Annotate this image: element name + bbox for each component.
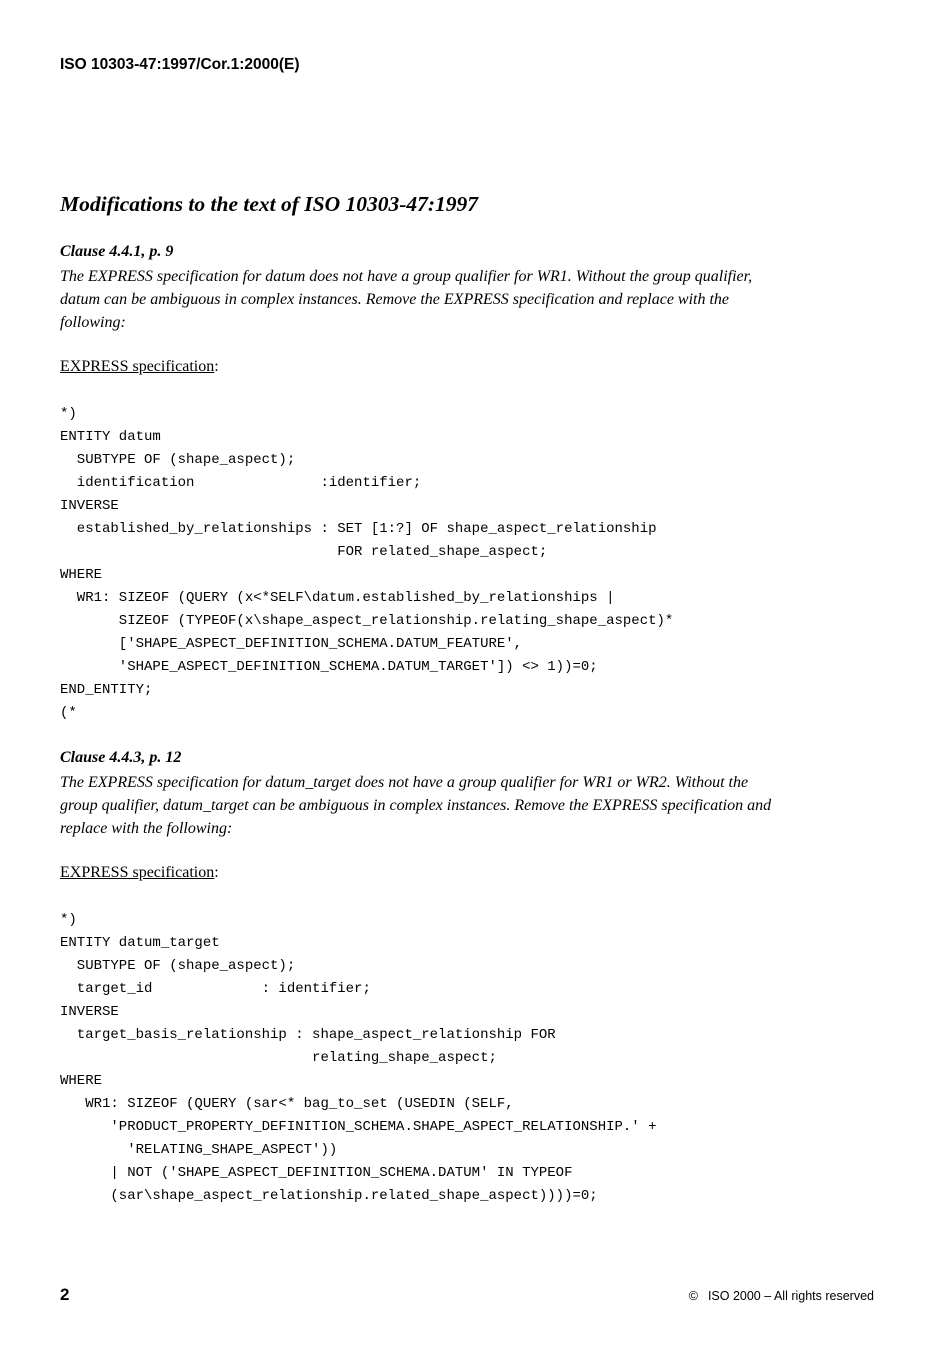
- copyright-icon: ©: [688, 1289, 698, 1303]
- page-title: Modifications to the text of ISO 10303-47:1997: [60, 192, 479, 216]
- code-line: FOR related_shape_aspect;: [60, 544, 548, 560]
- code-line: SUBTYPE OF (shape_aspect);: [60, 452, 296, 468]
- code-line: END_ENTITY;: [60, 682, 153, 698]
- code-line: WR1: SIZEOF (QUERY (x<*SELF\datum.established_by_relationships |: [60, 590, 615, 606]
- code-line: ['SHAPE_ASPECT_DEFINITION_SCHEMA.DATUM_FEATURE',: [60, 636, 523, 652]
- copyright-notice: [689, 1289, 874, 1303]
- code-line: identification :identifier;: [60, 475, 422, 491]
- code-line: relating_shape_aspect;: [60, 1050, 497, 1066]
- code-line: target_basis_relationship : shape_aspect_relationship FOR: [60, 1027, 556, 1043]
- code-line: WR1: SIZEOF (QUERY (sar<* bag_to_set (USEDIN (SELF,: [60, 1096, 514, 1112]
- express-spec-colon-1: :: [214, 358, 219, 375]
- code-line: 'RELATING_SHAPE_ASPECT')): [60, 1142, 338, 1158]
- code-line: | NOT ('SHAPE_ASPECT_DEFINITION_SCHEMA.DATUM' IN TYPEOF: [60, 1165, 573, 1181]
- code-line: ENTITY datum_target: [60, 935, 220, 951]
- express-spec-label-1: [60, 358, 219, 376]
- express-spec-link-2: EXPRESS specification: [60, 864, 215, 881]
- express-spec-colon-2: :: [214, 864, 219, 881]
- document-id-header: ISO 10303-47:1997/Cor.1:2000(E): [60, 56, 300, 73]
- code-line: *): [60, 406, 77, 422]
- code-line: 'SHAPE_ASPECT_DEFINITION_SCHEMA.DATUM_TARGET']) <> 1))=0;: [60, 659, 598, 675]
- code-line: *): [60, 912, 77, 928]
- code-line: INVERSE: [60, 498, 119, 514]
- clause-heading-1: Clause 4.4.1, p. 9: [60, 243, 174, 260]
- clause-description-1: The EXPRESS specification for datum does not have a group qualifier for WR1. Without the group qualifier, datum can be ambiguous in complex instances. Remove the EXPRESS specification and replace with the following:: [60, 268, 753, 331]
- code-line: ENTITY datum: [60, 429, 161, 445]
- code-line: (*: [60, 705, 77, 721]
- code-line: 'PRODUCT_PROPERTY_DEFINITION_SCHEMA.SHAPE_ASPECT_RELATIONSHIP.' +: [60, 1119, 657, 1135]
- code-line: established_by_relationships : SET [1:?] OF shape_aspect_relationship: [60, 521, 657, 537]
- page-number: 2: [60, 1285, 70, 1304]
- express-code-block-2: [60, 909, 657, 1208]
- code-line: WHERE: [60, 1073, 103, 1089]
- code-line: target_id : identifier;: [60, 981, 371, 997]
- clause-description-2: The EXPRESS specification for datum_target does not have a group qualifier for WR1 or WR2. Without the group qualifier, datum_target can be ambiguous in complex instances. Remove the EXPRESS specification and replace with the following:: [60, 774, 772, 837]
- code-line: SIZEOF (TYPEOF(x\shape_aspect_relationship.relating_shape_aspect)*: [60, 613, 674, 629]
- express-spec-link-1: EXPRESS specification: [60, 358, 215, 375]
- express-code-block-1: [60, 403, 673, 725]
- code-line: (sar\shape_aspect_relationship.related_shape_aspect))))=0;: [60, 1188, 598, 1204]
- code-line: SUBTYPE OF (shape_aspect);: [60, 958, 296, 974]
- express-spec-label-2: [60, 864, 219, 882]
- clause-heading-2: Clause 4.4.3, p. 12: [60, 749, 182, 766]
- code-line: INVERSE: [60, 1004, 119, 1020]
- code-line: WHERE: [60, 567, 103, 583]
- copyright-text: ISO 2000 – All rights reserved: [707, 1289, 874, 1303]
